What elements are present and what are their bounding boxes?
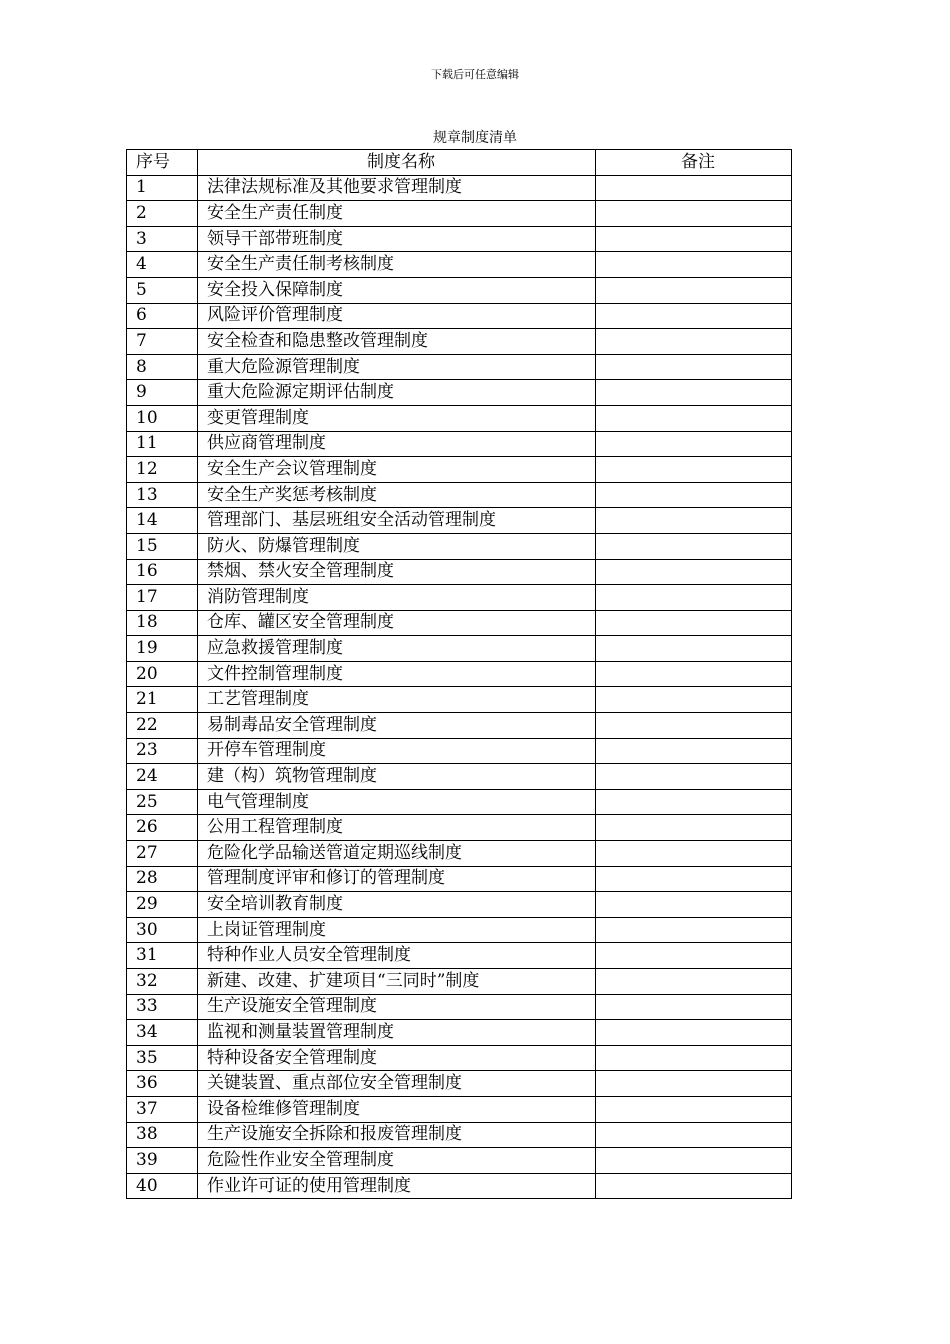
row-name-cell: 作业许可证的使用管理制度 [198, 1173, 596, 1199]
row-seq-cell: 36 [127, 1071, 198, 1097]
row-name-cell: 应急救援管理制度 [198, 636, 596, 662]
row-seq-cell: 13 [127, 482, 198, 508]
row-remarks-cell [596, 738, 792, 764]
table-row [127, 585, 792, 611]
table-row [127, 482, 792, 508]
row-remarks-cell [596, 559, 792, 585]
row-remarks-cell [596, 405, 792, 431]
row-remarks-cell [596, 252, 792, 278]
row-name-cell: 特种作业人员安全管理制度 [198, 943, 596, 969]
row-name-cell: 关键装置、重点部位安全管理制度 [198, 1071, 596, 1097]
row-remarks-cell [596, 994, 792, 1020]
row-seq-cell: 4 [127, 252, 198, 278]
row-seq-cell: 11 [127, 431, 198, 457]
row-seq-cell: 25 [127, 789, 198, 815]
row-name-cell: 供应商管理制度 [198, 431, 596, 457]
table-row [127, 661, 792, 687]
row-name-cell: 生产设施安全拆除和报废管理制度 [198, 1122, 596, 1148]
table-row [127, 1148, 792, 1174]
header-note: 下载后可任意编辑 [431, 68, 519, 81]
row-remarks-cell [596, 917, 792, 943]
row-remarks-cell [596, 789, 792, 815]
row-remarks-cell [596, 226, 792, 252]
row-seq-cell: 10 [127, 405, 198, 431]
row-name-cell: 危险化学品输送管道定期巡线制度 [198, 841, 596, 867]
table-row [127, 1096, 792, 1122]
row-seq-cell: 5 [127, 277, 198, 303]
row-remarks-cell [596, 380, 792, 406]
row-seq-cell: 27 [127, 841, 198, 867]
row-name-cell: 安全培训教育制度 [198, 892, 596, 918]
row-seq-cell: 18 [127, 610, 198, 636]
row-name-cell: 安全生产责任制度 [198, 201, 596, 227]
row-seq-cell: 39 [127, 1148, 198, 1174]
row-seq-cell: 29 [127, 892, 198, 918]
row-name-cell: 安全生产会议管理制度 [198, 457, 596, 483]
row-seq-cell: 21 [127, 687, 198, 713]
row-seq-cell: 33 [127, 994, 198, 1020]
row-name-cell: 防火、防爆管理制度 [198, 533, 596, 559]
table-row [127, 329, 792, 355]
row-remarks-cell [596, 303, 792, 329]
row-remarks-cell [596, 892, 792, 918]
column-header-name: 制度名称 [198, 150, 596, 176]
row-remarks-cell [596, 1122, 792, 1148]
row-name-cell: 监视和测量装置管理制度 [198, 1020, 596, 1046]
table-row [127, 764, 792, 790]
row-name-cell: 建（构）筑物管理制度 [198, 764, 596, 790]
row-remarks-cell [596, 585, 792, 611]
row-name-cell: 仓库、罐区安全管理制度 [198, 610, 596, 636]
table-row [127, 866, 792, 892]
row-name-cell: 电气管理制度 [198, 789, 596, 815]
table-row [127, 969, 792, 995]
table-row [127, 201, 792, 227]
column-header-seq: 序号 [127, 150, 198, 176]
table-row [127, 1020, 792, 1046]
row-seq-cell: 8 [127, 354, 198, 380]
row-remarks-cell [596, 866, 792, 892]
row-name-cell: 特种设备安全管理制度 [198, 1045, 596, 1071]
row-remarks-cell [596, 354, 792, 380]
table-row [127, 559, 792, 585]
table-row [127, 892, 792, 918]
table-row [127, 1071, 792, 1097]
table-row [127, 738, 792, 764]
table-row [127, 1173, 792, 1199]
table-row [127, 789, 792, 815]
row-seq-cell: 15 [127, 533, 198, 559]
column-header-remarks: 备注 [596, 150, 792, 176]
row-seq-cell: 40 [127, 1173, 198, 1199]
row-seq-cell: 26 [127, 815, 198, 841]
row-name-cell: 风险评价管理制度 [198, 303, 596, 329]
row-remarks-cell [596, 841, 792, 867]
table-row [127, 354, 792, 380]
row-seq-cell: 31 [127, 943, 198, 969]
table-row [127, 994, 792, 1020]
row-seq-cell: 20 [127, 661, 198, 687]
row-name-cell: 领导干部带班制度 [198, 226, 596, 252]
row-name-cell: 变更管理制度 [198, 405, 596, 431]
row-name-cell: 管理部门、基层班组安全活动管理制度 [198, 508, 596, 534]
row-name-cell: 管理制度评审和修订的管理制度 [198, 866, 596, 892]
row-name-cell: 法律法规标准及其他要求管理制度 [198, 175, 596, 201]
row-name-cell: 安全投入保障制度 [198, 277, 596, 303]
row-seq-cell: 19 [127, 636, 198, 662]
table-row [127, 713, 792, 739]
row-seq-cell: 28 [127, 866, 198, 892]
row-seq-cell: 35 [127, 1045, 198, 1071]
row-name-cell: 重大危险源管理制度 [198, 354, 596, 380]
row-seq-cell: 17 [127, 585, 198, 611]
row-seq-cell: 6 [127, 303, 198, 329]
table-row [127, 533, 792, 559]
row-remarks-cell [596, 508, 792, 534]
row-seq-cell: 30 [127, 917, 198, 943]
row-seq-cell: 3 [127, 226, 198, 252]
row-seq-cell: 12 [127, 457, 198, 483]
table-row [127, 252, 792, 278]
row-seq-cell: 1 [127, 175, 198, 201]
row-remarks-cell [596, 943, 792, 969]
table-header-row [127, 150, 792, 176]
row-remarks-cell [596, 661, 792, 687]
row-seq-cell: 16 [127, 559, 198, 585]
row-remarks-cell [596, 482, 792, 508]
row-remarks-cell [596, 431, 792, 457]
row-name-cell: 上岗证管理制度 [198, 917, 596, 943]
row-remarks-cell [596, 175, 792, 201]
row-seq-cell: 34 [127, 1020, 198, 1046]
row-seq-cell: 9 [127, 380, 198, 406]
row-seq-cell: 23 [127, 738, 198, 764]
row-seq-cell: 7 [127, 329, 198, 355]
table-row [127, 917, 792, 943]
row-remarks-cell [596, 713, 792, 739]
row-remarks-cell [596, 1096, 792, 1122]
row-seq-cell: 32 [127, 969, 198, 995]
row-remarks-cell [596, 687, 792, 713]
row-name-cell: 安全检查和隐患整改管理制度 [198, 329, 596, 355]
row-name-cell: 安全生产奖惩考核制度 [198, 482, 596, 508]
row-name-cell: 公用工程管理制度 [198, 815, 596, 841]
table-row [127, 815, 792, 841]
row-name-cell: 设备检维修管理制度 [198, 1096, 596, 1122]
row-remarks-cell [596, 1045, 792, 1071]
table-row [127, 431, 792, 457]
row-remarks-cell [596, 969, 792, 995]
row-name-cell: 文件控制管理制度 [198, 661, 596, 687]
table-row [127, 610, 792, 636]
table-row [127, 405, 792, 431]
regulations-table [126, 149, 792, 1199]
table-row [127, 636, 792, 662]
row-remarks-cell [596, 1020, 792, 1046]
row-remarks-cell [596, 201, 792, 227]
row-remarks-cell [596, 764, 792, 790]
row-seq-cell: 37 [127, 1096, 198, 1122]
row-name-cell: 禁烟、禁火安全管理制度 [198, 559, 596, 585]
row-name-cell: 开停车管理制度 [198, 738, 596, 764]
row-name-cell: 易制毒品安全管理制度 [198, 713, 596, 739]
row-name-cell: 危险性作业安全管理制度 [198, 1148, 596, 1174]
row-seq-cell: 24 [127, 764, 198, 790]
row-remarks-cell [596, 815, 792, 841]
row-name-cell: 重大危险源定期评估制度 [198, 380, 596, 406]
row-remarks-cell [596, 1173, 792, 1199]
table-row [127, 277, 792, 303]
table-body [127, 175, 792, 1199]
row-seq-cell: 22 [127, 713, 198, 739]
row-name-cell: 生产设施安全管理制度 [198, 994, 596, 1020]
document-title: 规章制度清单 [433, 130, 517, 146]
table-row [127, 380, 792, 406]
row-name-cell: 安全生产责任制考核制度 [198, 252, 596, 278]
table-row [127, 1122, 792, 1148]
row-remarks-cell [596, 457, 792, 483]
table-row [127, 303, 792, 329]
table-row [127, 687, 792, 713]
row-name-cell: 新建、改建、扩建项目“三同时”制度 [198, 969, 596, 995]
row-seq-cell: 38 [127, 1122, 198, 1148]
row-remarks-cell [596, 610, 792, 636]
table-row [127, 175, 792, 201]
row-name-cell: 消防管理制度 [198, 585, 596, 611]
row-remarks-cell [596, 329, 792, 355]
table-row [127, 226, 792, 252]
row-seq-cell: 14 [127, 508, 198, 534]
row-seq-cell: 2 [127, 201, 198, 227]
row-remarks-cell [596, 277, 792, 303]
row-remarks-cell [596, 1148, 792, 1174]
table-row [127, 841, 792, 867]
table-row [127, 943, 792, 969]
table-row [127, 508, 792, 534]
row-remarks-cell [596, 636, 792, 662]
row-remarks-cell [596, 1071, 792, 1097]
row-name-cell: 工艺管理制度 [198, 687, 596, 713]
table-row [127, 1045, 792, 1071]
row-remarks-cell [596, 533, 792, 559]
table-row [127, 457, 792, 483]
